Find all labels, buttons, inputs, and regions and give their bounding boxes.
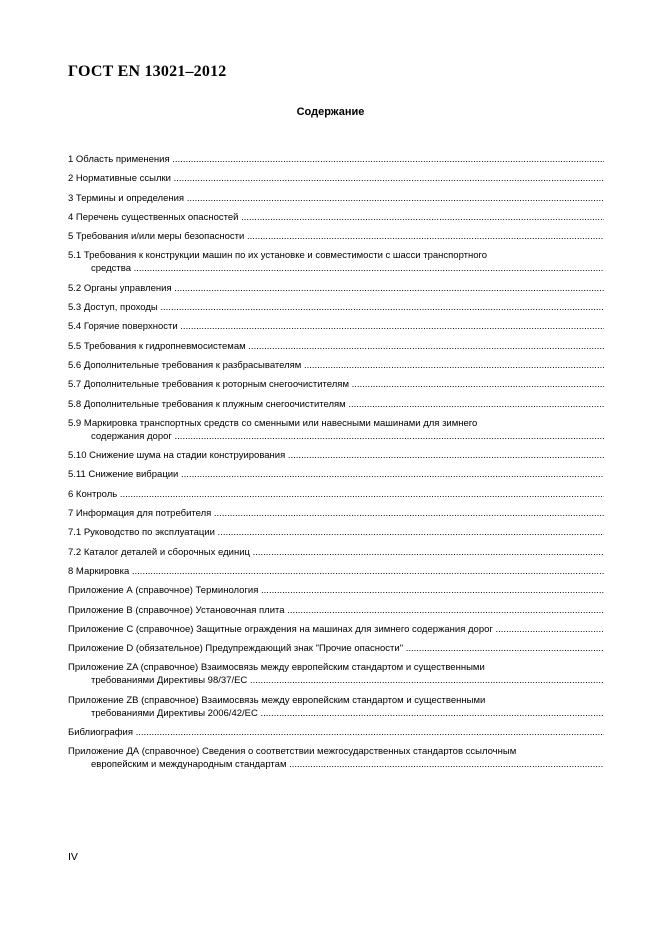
toc-entry: 3 Термины и определения ..... bbox=[68, 192, 604, 205]
toc-entry: 8 Маркировка ..... bbox=[68, 565, 604, 578]
toc-entry: 5.6 Дополнительные требования к разбрасывателям ..... bbox=[68, 359, 604, 372]
toc-entry: 5.1 Требования к конструкции машин по их установке и совместимости с шасси транспортного средства ..... bbox=[68, 249, 604, 275]
toc-entry: 2 Нормативные ссылки ..... bbox=[68, 172, 604, 185]
toc-entry: 7 Информация для потребителя ..... bbox=[68, 507, 604, 520]
toc-entry: 5.4 Горячие поверхности ..... bbox=[68, 320, 604, 333]
toc-entry: 5.2 Органы управления ..... bbox=[68, 282, 604, 295]
toc-entry: 5.7 Дополнительные требования к роторным снегоочистителям ..... bbox=[68, 378, 604, 391]
toc-entry: 5.8 Дополнительные требования к плужным снегоочистителям ..... bbox=[68, 398, 604, 411]
toc-entry: Приложение B (справочное) Установочная плита ..... bbox=[68, 604, 604, 617]
toc-entry: Приложение ZA (справочное) Взаимосвязь между европейским стандартом и существенными требованиями Директивы 98/37/ЕС ..... bbox=[68, 661, 604, 687]
page-number: IV bbox=[68, 851, 78, 863]
toc-entry: 1 Область применения ..... bbox=[68, 153, 604, 166]
toc-entry: 5.11 Снижение вибрации ..... bbox=[68, 468, 604, 481]
toc-entry: 6 Контроль ..... bbox=[68, 488, 604, 501]
toc-entry: 7.2 Каталог деталей и сборочных единиц ..... bbox=[68, 546, 604, 559]
toc-entry: 4 Перечень существенных опасностей ..... bbox=[68, 211, 604, 224]
toc-entry: 5 Требования и/или меры безопасности ..... bbox=[68, 230, 604, 243]
toc-entry: 5.10 Снижение шума на стадии конструирования ..... bbox=[68, 449, 604, 462]
toc-entry: Библиография ..... bbox=[68, 726, 604, 739]
toc-entry: Приложение D (обязательное) Предупреждающий знак "Прочие опасности" ..... bbox=[68, 642, 604, 655]
toc-entry: Приложение А (справочное) Терминология ..... bbox=[68, 584, 604, 597]
toc-entry: 7.1 Руководство по эксплуатации ..... bbox=[68, 526, 604, 539]
toc-entry: Приложение ДА (справочное) Сведения о соответствии межгосударственных стандартов ссылочным европейским и международным стандартам ..... bbox=[68, 745, 604, 771]
toc-entry: 5.9 Маркировка транспортных средств со сменными или навесными машинами для зимнего содержания дорог ..... bbox=[68, 417, 604, 443]
standard-designation: ГОСТ EN 13021–2012 bbox=[68, 63, 227, 80]
toc-title: Содержание bbox=[296, 106, 365, 118]
table-of-contents bbox=[68, 153, 604, 778]
toc-entry: Приложение ZB (справочное) Взаимосвязь между европейским стандартом и существенными требованиями Директивы 2006/42/ЕС ..... bbox=[68, 694, 604, 720]
toc-entry: Приложение C (справочное) Защитные ограждения на машинах для зимнего содержания дорог ..... bbox=[68, 623, 604, 636]
toc-entry: 5.5 Требования к гидропневмосистемам ..... bbox=[68, 340, 604, 353]
toc-entry: 5.3 Доступ, проходы ..... bbox=[68, 301, 604, 314]
